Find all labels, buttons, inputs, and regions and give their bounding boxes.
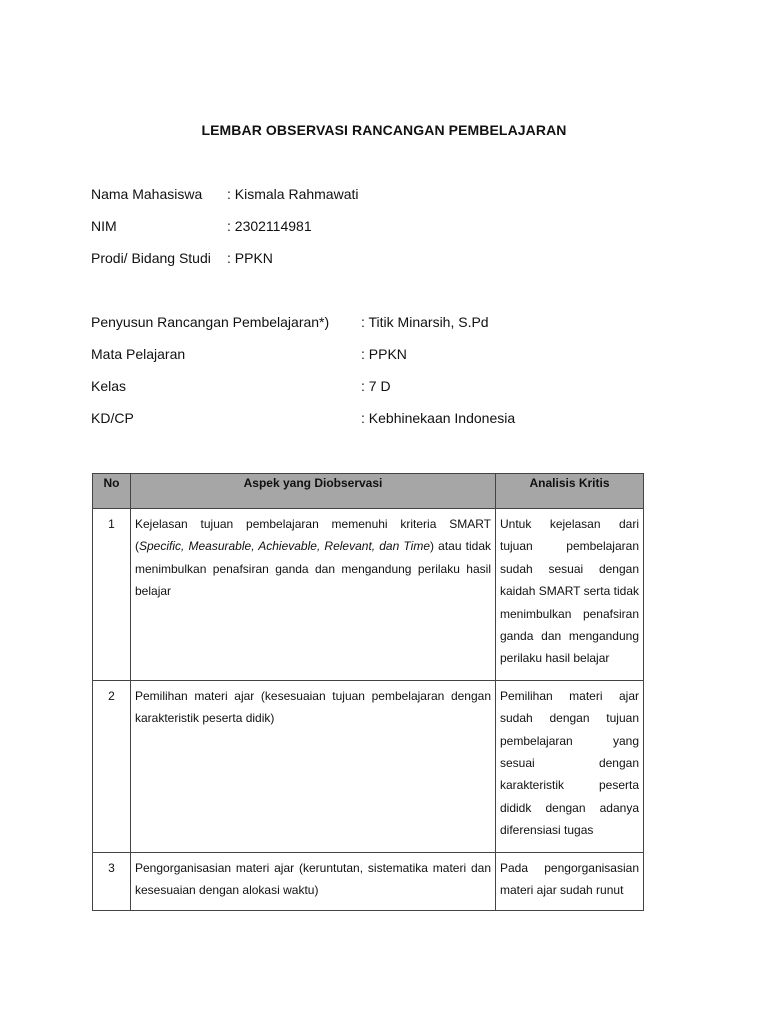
row-analisis: Pada pengorganisasian materi ajar sudah runut xyxy=(496,852,644,910)
prodi-label: Prodi/ Bidang Studi xyxy=(91,250,211,266)
kdcp-label: KD/CP xyxy=(91,410,134,426)
row-analisis: Pemilihan materi ajar sudah dengan tujuan pembelajaran yang sesuai dengan karakteristik peserta dididk dengan adanya diferensiasi tugas xyxy=(496,680,644,852)
row-aspek: Pemilihan materi ajar (kesesuaian tujuan pembelajaran dengan karakteristik peserta didik) xyxy=(131,680,496,852)
row-aspek: Kejelasan tujuan pembelajaran memenuhi kriteria SMART (Specific, Measurable, Achievable, Relevant, dan Time) atau tidak menimbulkan penafsiran ganda dan mengandung perilaku hasil belajar xyxy=(131,509,496,681)
student-name-label: Nama Mahasiswa xyxy=(91,186,203,202)
document-title: LEMBAR OBSERVASI RANCANGAN PEMBELAJARAN xyxy=(201,122,567,138)
nim-label: NIM xyxy=(91,218,117,234)
table-row xyxy=(93,680,644,852)
student-name-value: : Kismala Rahmawati xyxy=(227,186,359,202)
author-label: Penyusun Rancangan Pembelajaran*) xyxy=(91,314,330,330)
table-row xyxy=(93,509,644,681)
class-label: Kelas xyxy=(91,378,127,394)
subject-value: : PPKN xyxy=(361,346,407,362)
header-aspek: Aspek yang Diobservasi xyxy=(131,474,496,509)
row-number: 1 xyxy=(93,509,131,681)
table-header-row xyxy=(93,474,644,509)
subject-label: Mata Pelajaran xyxy=(91,346,186,362)
row-aspek: Pengorganisasian materi ajar (keruntutan, sistematika materi dan kesesuaian dengan alokasi waktu) xyxy=(131,852,496,910)
smart-criteria-italic: Specific, Measurable, Achievable, Relevant, dan Time xyxy=(139,539,430,554)
observation-table xyxy=(92,473,644,911)
table-row xyxy=(93,852,644,910)
row-number: 2 xyxy=(93,680,131,852)
header-no: No xyxy=(93,474,131,509)
header-analisis: Analisis Kritis xyxy=(496,474,644,509)
class-value: : 7 D xyxy=(361,378,391,394)
kdcp-value: : Kebhinekaan Indonesia xyxy=(361,410,516,426)
row-analisis: Untuk kejelasan dari tujuan pembelajaran sudah sesuai dengan kaidah SMART serta tidak menimbulkan penafsiran ganda dan mengandung perilaku hasil belajar xyxy=(496,509,644,681)
nim-value: : 2302114981 xyxy=(227,218,312,234)
prodi-value: : PPKN xyxy=(227,250,273,266)
author-value: : Titik Minarsih, S.Pd xyxy=(361,314,489,330)
row-number: 3 xyxy=(93,852,131,910)
